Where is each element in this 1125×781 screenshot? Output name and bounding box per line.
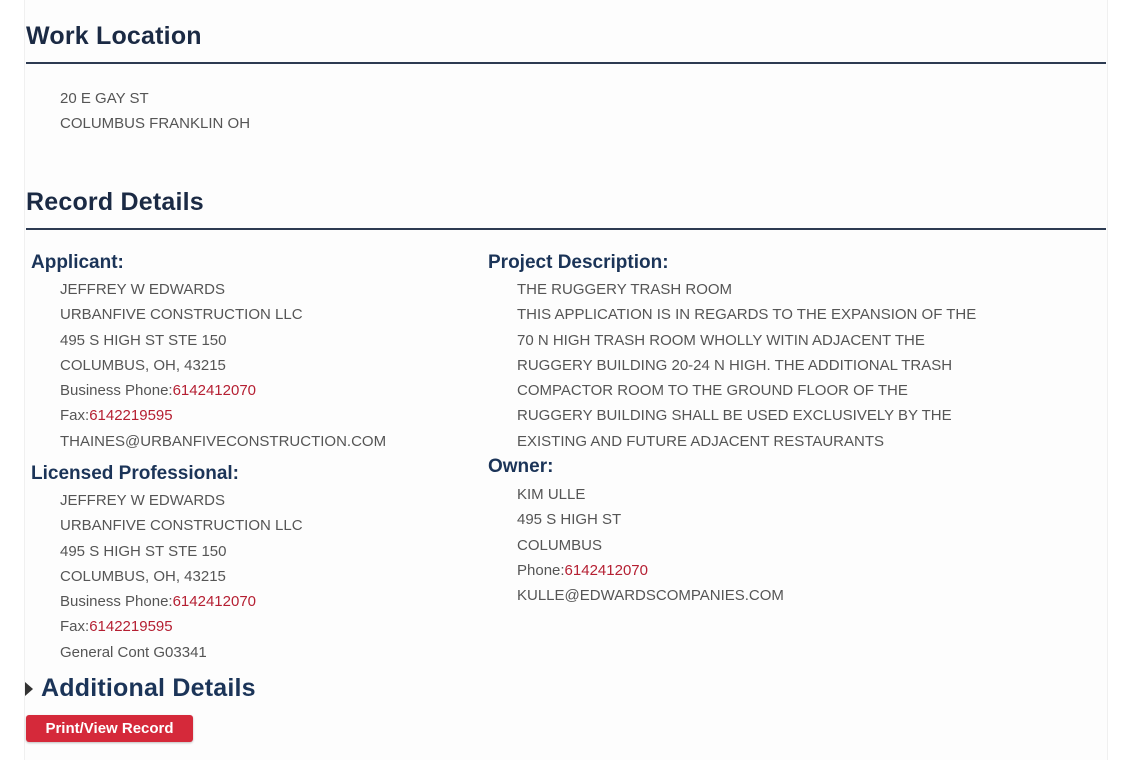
work-location-line2: COLUMBUS FRANKLIN OH [60,115,251,133]
work-location-line1: 20 E GAY ST [60,90,149,107]
owner-city: COLUMBUS [517,536,603,554]
applicant-fax-label: Fax: [60,407,90,425]
licensed-professional-label: Licensed Professional: [31,463,240,484]
lp-fax-row [60,614,303,639]
lp-phone-row [60,589,303,614]
applicant-email: THAINES@URBANFIVECONSTRUCTION.COM [60,432,387,450]
record-details-divider [26,228,1106,230]
owner-phone-row [517,558,784,583]
applicant-city: COLUMBUS, OH, 43215 [60,356,226,374]
work-location-title: Work Location [26,22,202,50]
expand-arrow-icon [25,682,33,696]
owner-label: Owner: [488,456,554,477]
applicant-fax-link[interactable]: 6142219595 [89,407,173,425]
lp-fax-link[interactable]: 6142219595 [89,618,173,636]
work-location-divider [26,62,1106,64]
owner-address: 495 S HIGH ST [517,511,622,529]
applicant-phone-row [60,378,386,403]
additional-details-toggle[interactable] [25,674,256,703]
additional-details-title: Additional Details [41,674,256,702]
applicant-name: JEFFREY W EDWARDS [60,281,226,298]
licensed-professional-info [60,488,303,665]
owner-email: KULLE@EDWARDSCOMPANIES.COM [517,587,784,605]
owner-name: KIM ULLE [517,486,586,503]
lp-fax-label: Fax: [60,618,90,636]
project-description-label: Project Description: [488,252,669,273]
project-description-text [517,277,976,454]
project-description-line: RUGGERY BUILDING SHALL BE USED EXCLUSIVELY BY THE [517,407,952,425]
record-details-title: Record Details [26,188,204,216]
project-description-line: EXISTING AND FUTURE ADJACENT RESTAURANTS [517,432,884,450]
project-description-line: 70 N HIGH TRASH ROOM WHOLLY WITIN ADJACENT THE [517,331,925,349]
record-detail-panel [24,0,1108,760]
project-description-line: THE RUGGERY TRASH ROOM [517,281,733,298]
lp-name: JEFFREY W EDWARDS [60,492,226,509]
applicant-fax-row [60,403,386,428]
applicant-address: 495 S HIGH ST STE 150 [60,331,227,349]
applicant-info [60,277,386,454]
lp-address: 495 S HIGH ST STE 150 [60,542,227,560]
project-description-line: THIS APPLICATION IS IN REGARDS TO THE EXPANSION OF THE [517,306,977,324]
work-location-address [60,86,250,137]
owner-phone-label: Phone: [517,561,565,579]
owner-phone-link[interactable]: 6142412070 [564,561,648,579]
applicant-phone-link[interactable]: 6142412070 [172,382,257,400]
applicant-company: URBANFIVE CONSTRUCTION LLC [60,306,303,324]
lp-phone-label: Business Phone: [60,593,173,611]
print-view-record-button[interactable]: Print/View Record [26,715,193,742]
applicant-phone-label: Business Phone: [60,382,173,400]
lp-license: General Cont G03341 [60,643,207,661]
lp-phone-link[interactable]: 6142412070 [172,593,257,611]
lp-company: URBANFIVE CONSTRUCTION LLC [60,517,303,535]
applicant-label: Applicant: [31,252,124,273]
lp-city: COLUMBUS, OH, 43215 [60,567,226,585]
project-description-line: RUGGERY BUILDING 20-24 N HIGH. THE ADDITIONAL TRASH [517,356,953,374]
owner-info [517,482,784,608]
project-description-line: COMPACTOR ROOM TO THE GROUND FLOOR OF THE [517,382,908,400]
